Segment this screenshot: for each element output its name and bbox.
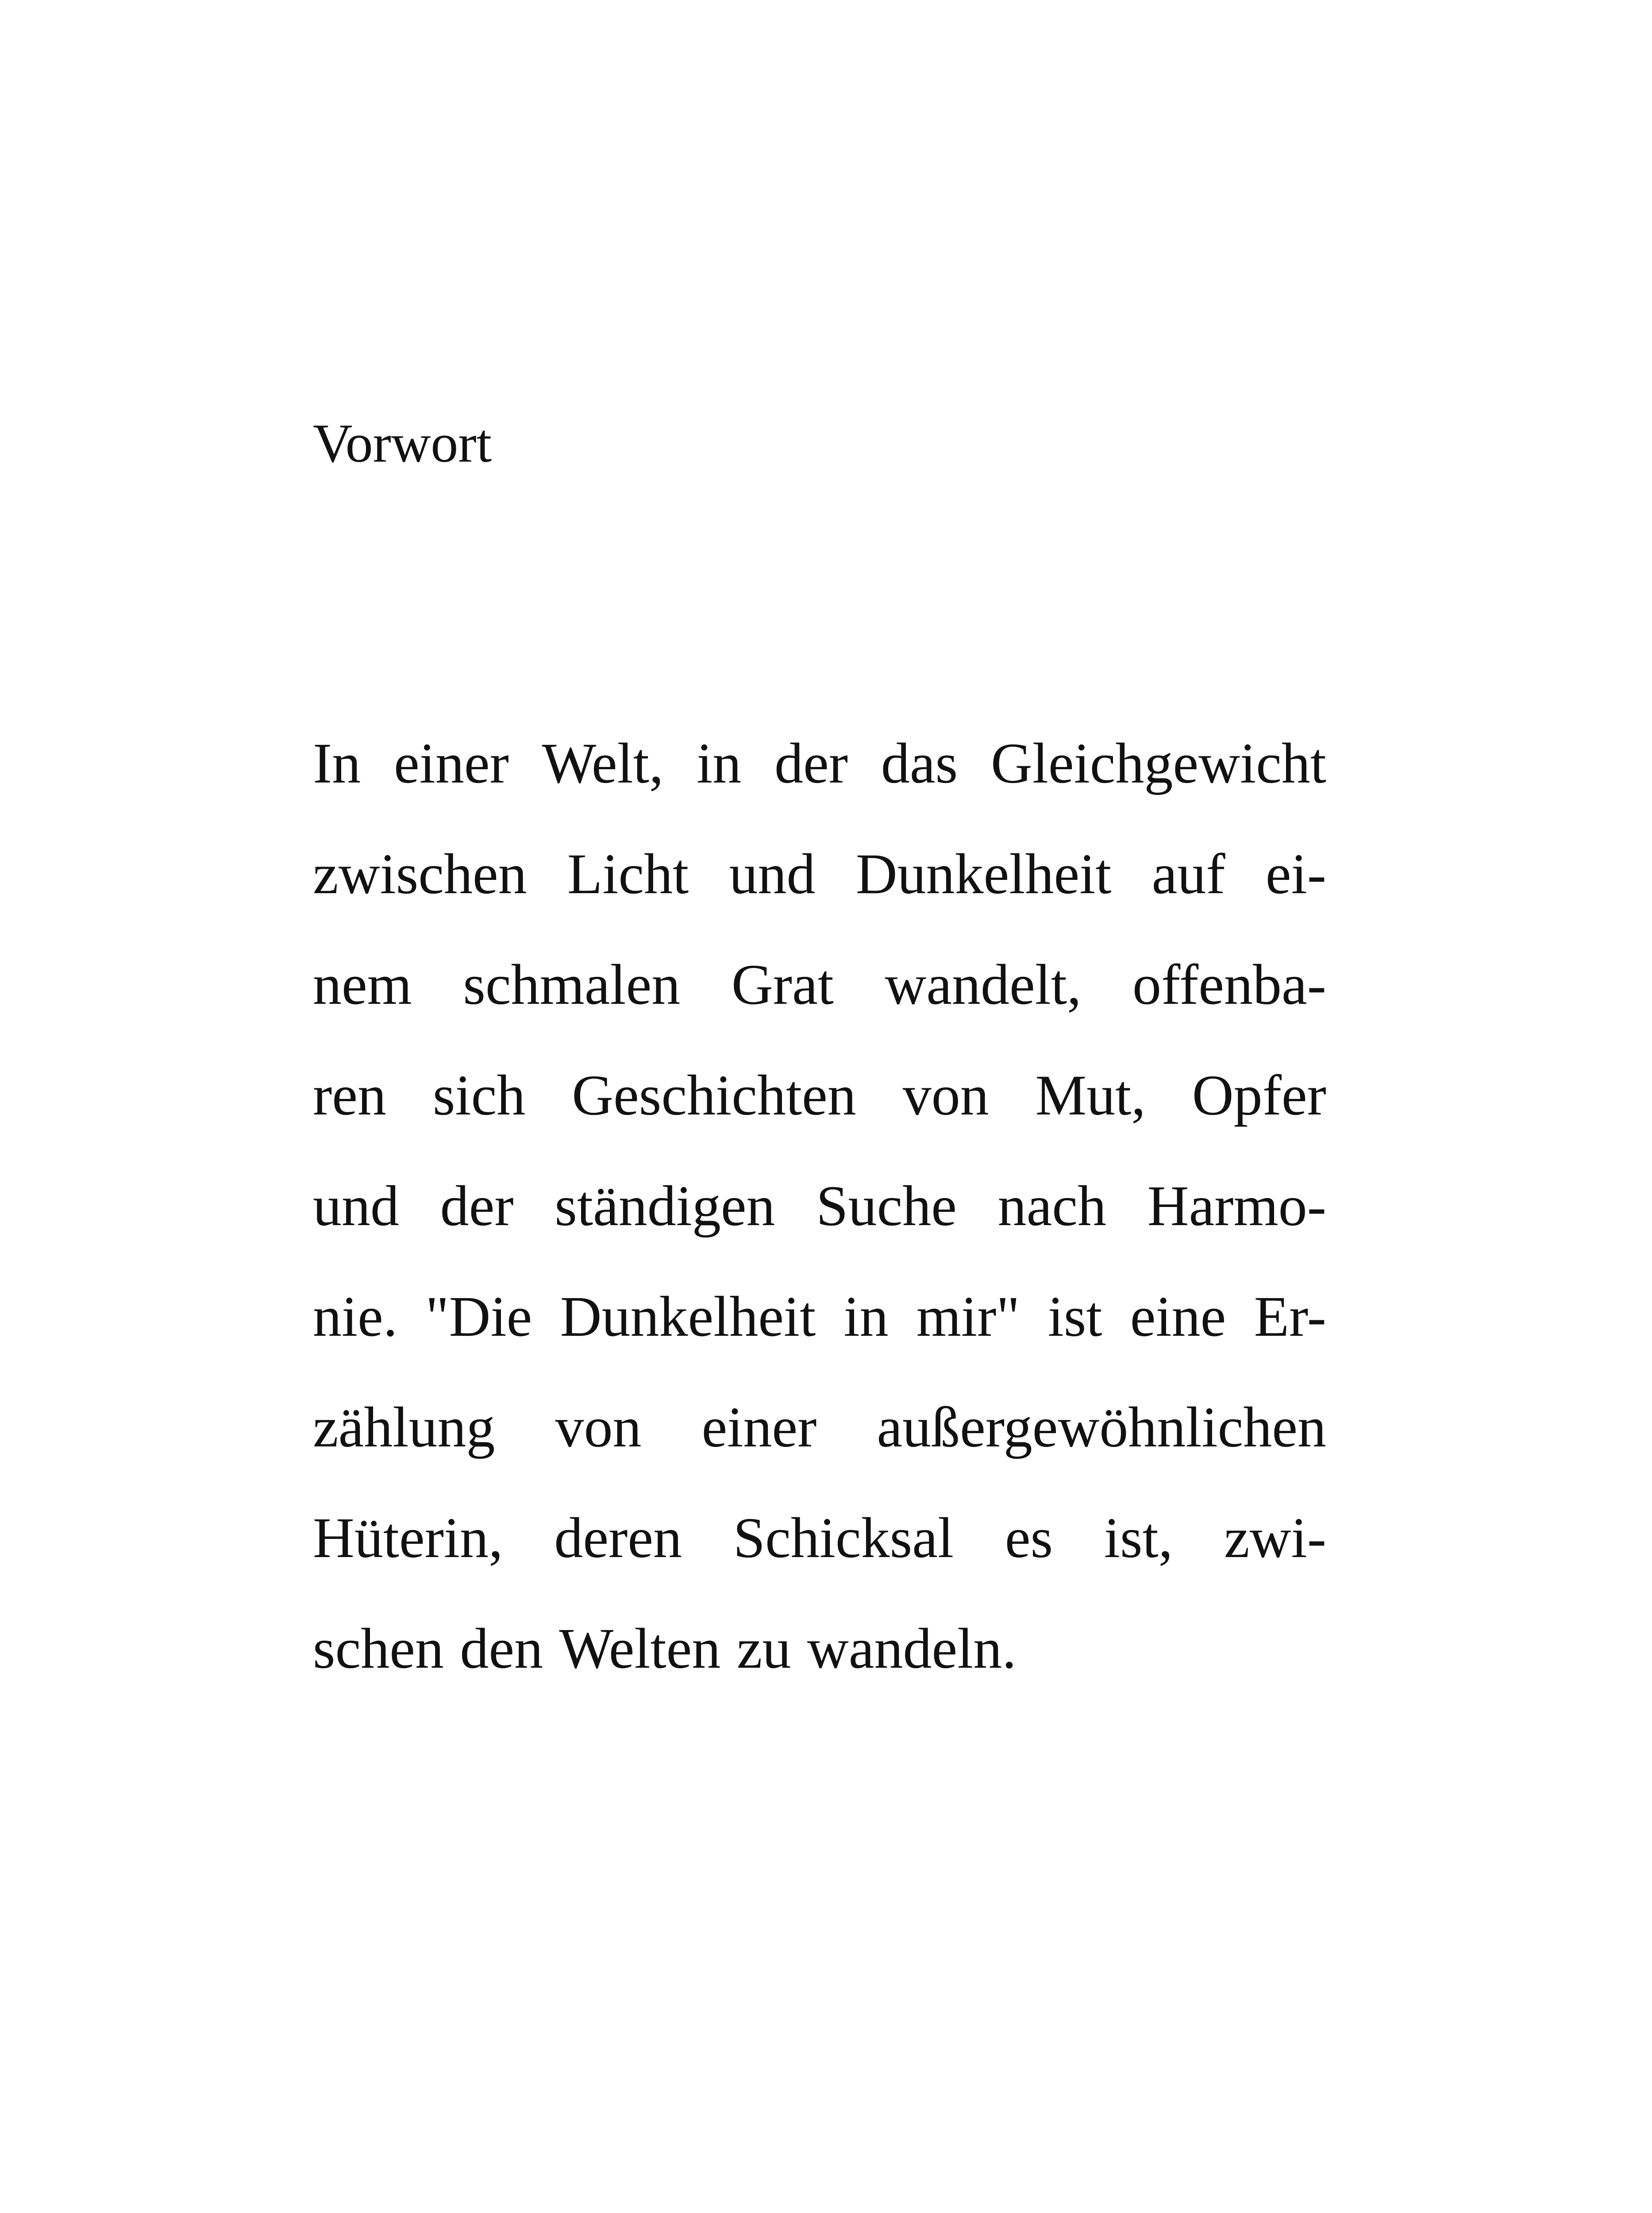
preface-paragraph [313, 708, 1326, 1704]
paragraph-line [313, 819, 1326, 929]
word: und [729, 842, 816, 906]
word: Dunkelheit [855, 842, 1112, 906]
word: wandelt, [885, 953, 1082, 1017]
paragraph-line [313, 708, 1326, 819]
word: sich [432, 1064, 526, 1127]
word: wandeln. [807, 1617, 1017, 1681]
word: zählung [313, 1396, 495, 1459]
word: nem [313, 953, 412, 1017]
paragraph-line [313, 929, 1326, 1040]
word: von [902, 1064, 989, 1127]
word: Schicksal [733, 1506, 954, 1570]
word: nie. [313, 1285, 398, 1349]
word: auf [1151, 842, 1225, 906]
word: schen [313, 1617, 444, 1681]
word: von [555, 1396, 642, 1459]
word: Geschichten [572, 1064, 856, 1127]
word: ist, [1104, 1506, 1173, 1570]
word: Grat [731, 953, 834, 1017]
word: "Die [425, 1285, 532, 1349]
paragraph-line [313, 1483, 1326, 1593]
word: in [843, 1285, 889, 1349]
word: außergewöhnlichen [877, 1396, 1326, 1459]
word: einer [394, 732, 509, 795]
word: Dunkelheit [560, 1285, 816, 1349]
word: in [697, 732, 742, 795]
word: zwischen [313, 842, 527, 906]
word: der [774, 732, 848, 795]
word: Hüterin, [313, 1506, 503, 1570]
word: Mut, [1035, 1064, 1146, 1127]
word: Gleichgewicht [990, 732, 1326, 795]
paragraph-line [313, 1040, 1326, 1151]
word: deren [554, 1506, 682, 1570]
word: zu [736, 1617, 791, 1681]
paragraph-line [313, 1372, 1326, 1483]
word: Welten [559, 1617, 721, 1681]
word: Licht [567, 842, 689, 906]
word: schmalen [463, 953, 681, 1017]
word: mir" [916, 1285, 1020, 1349]
word: eine [1130, 1285, 1226, 1349]
word: Harmo- [1147, 1174, 1326, 1238]
word: und [313, 1174, 399, 1238]
paragraph-line [313, 1261, 1326, 1372]
word: Er- [1254, 1285, 1326, 1349]
word: den [460, 1617, 543, 1681]
word: Opfer [1192, 1064, 1326, 1127]
paragraph-line [313, 1151, 1326, 1261]
word: offenba- [1132, 953, 1326, 1017]
word: nach [997, 1174, 1107, 1238]
word: es [1005, 1506, 1053, 1570]
word: ständigen [555, 1174, 775, 1238]
word: Suche [816, 1174, 957, 1238]
word: der [440, 1174, 514, 1238]
word: einer [701, 1396, 817, 1459]
paragraph-line [313, 1593, 1326, 1704]
word: In [313, 732, 361, 795]
word: das [881, 732, 958, 795]
word: ei- [1265, 842, 1326, 906]
word: zwi- [1224, 1506, 1326, 1570]
word: ist [1047, 1285, 1102, 1349]
word: ren [313, 1064, 386, 1127]
word: Welt, [542, 732, 664, 795]
page-heading: Vorwort [313, 413, 492, 474]
